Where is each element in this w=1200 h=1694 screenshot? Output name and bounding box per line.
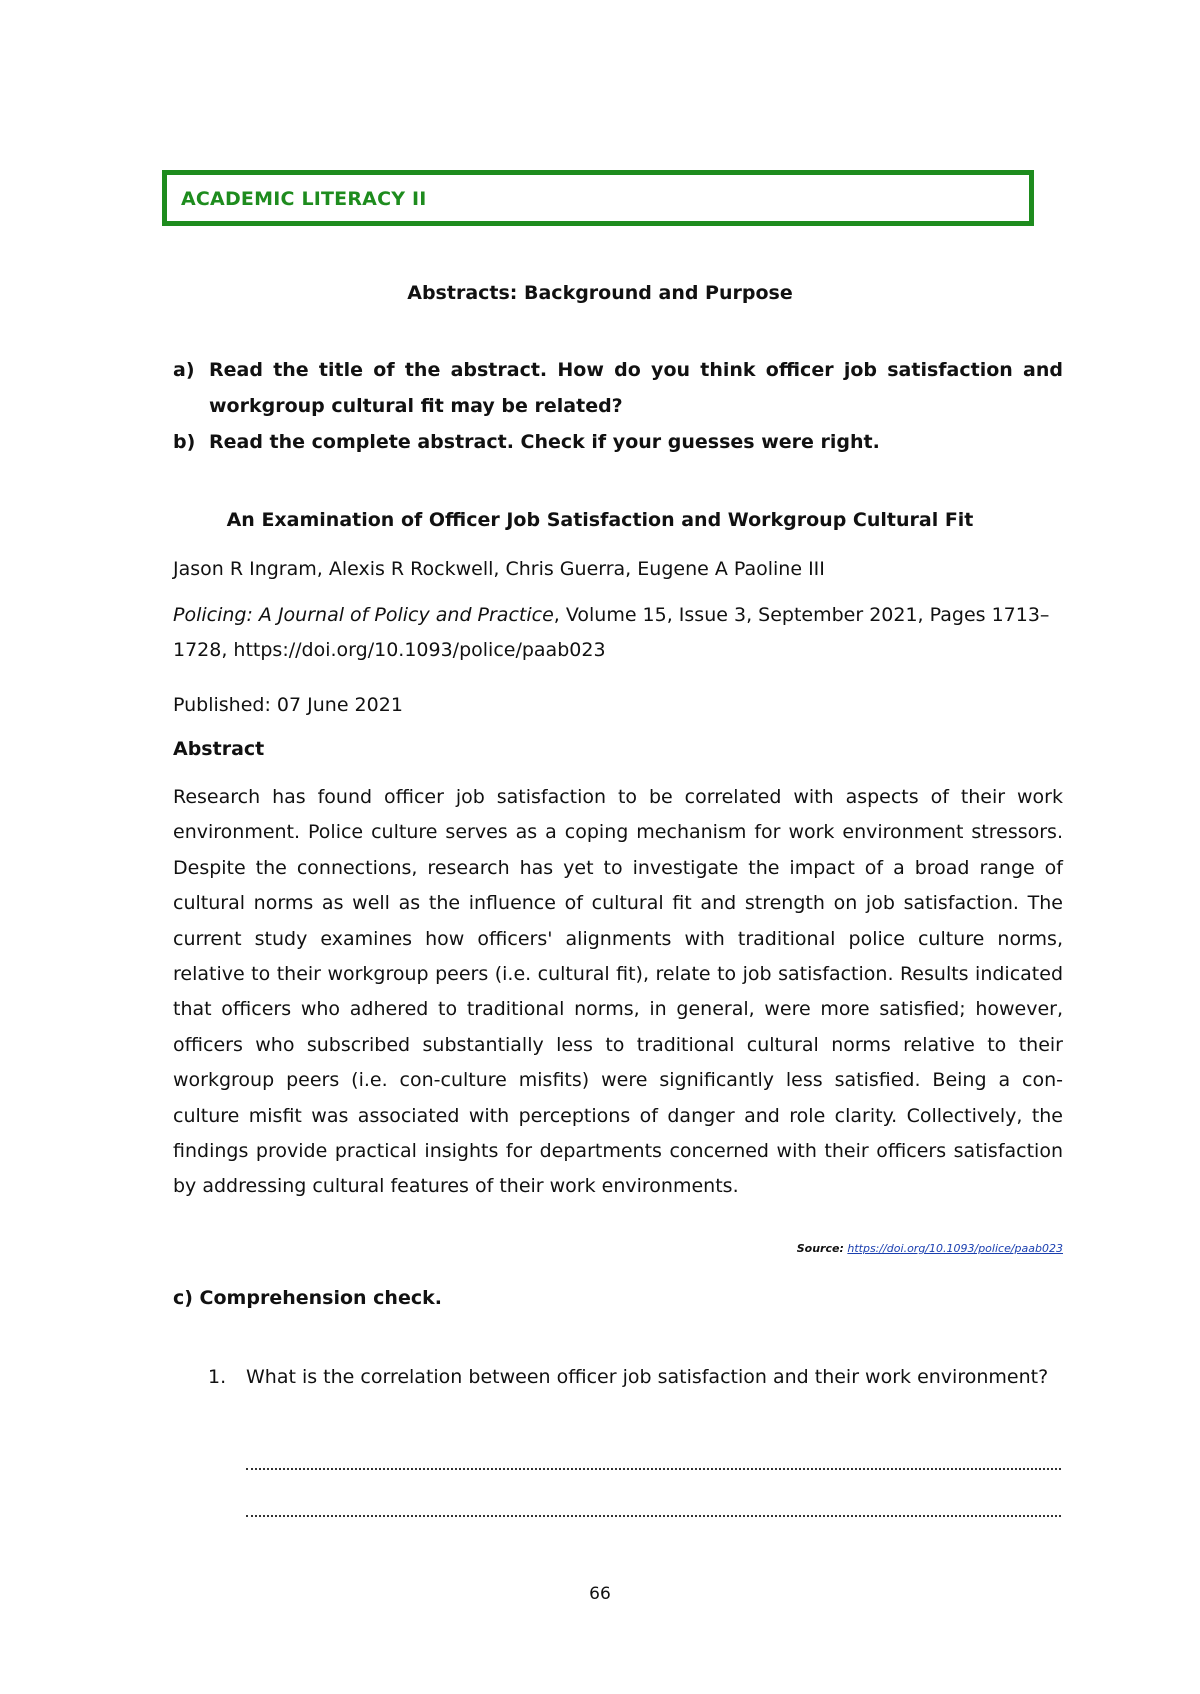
instruction-text: Read the complete abstract. Check if your guesses were right.: [209, 431, 880, 453]
source-line: [797, 1242, 1063, 1255]
article-authors: Jason R Ingram, Alexis R Rockwell, Chris Guerra, Eugene A Paoline III: [173, 558, 825, 580]
source-link[interactable]: https://doi.org/10.1093/police/paab023: [847, 1242, 1063, 1255]
instruction-marker: b): [173, 431, 196, 453]
article-title: An Examination of Officer Job Satisfaction and Workgroup Cultural Fit: [226, 509, 974, 531]
header-box: [162, 170, 1034, 226]
instruction-b: [173, 424, 1063, 460]
citation-details: , Volume 15, Issue 3, September 2021, Pages 1713–1728, https://doi.org/10.1093/police/paab023: [173, 604, 1050, 661]
comprehension-heading: c) Comprehension check.: [173, 1287, 442, 1309]
abstract-heading: Abstract: [173, 738, 265, 760]
question-text: What is the correlation between officer job satisfaction and their work environment?: [246, 1366, 1049, 1388]
journal-name: Policing: A Journal of Policy and Practice: [173, 604, 554, 626]
section-title: Abstracts: Background and Purpose: [407, 282, 793, 304]
answer-line[interactable]: [246, 1515, 1061, 1517]
answer-line[interactable]: [246, 1468, 1061, 1470]
header-title: ACADEMIC LITERACY II: [181, 188, 427, 210]
page-number: 66: [589, 1584, 611, 1604]
instruction-text: Read the title of the abstract. How do you think officer job satisfaction and workgroup cultural fit may be related?: [209, 359, 1063, 417]
instruction-marker: a): [173, 359, 195, 381]
question-number: 1.: [208, 1366, 227, 1388]
instruction-a: [173, 352, 1063, 424]
source-label: Source:: [796, 1242, 844, 1255]
published-date: Published: 07 June 2021: [173, 694, 403, 716]
question-item: [208, 1355, 1063, 1399]
abstract-text: Research has found officer job satisfaction to be correlated with aspects of their work environment. Police culture serves as a coping mechanism for work environment stressors. Despite the connections, research has yet to investigate the impact of a broad range of cultural norms as well as the influence of cultural fit and strength on job satisfaction. The current study examines how officers' alignments with traditional police culture norms, relative to their workgroup peers (i.e. cultural fit), relate to job satisfaction. Results indicated that officers who adhered to traditional norms, in general, were more satisfied; however, officers who subscribed substantially less to traditional cultural norms relative to their workgroup peers (i.e. con-culture misfits) were significantly less satisfied. Being a con-culture misfit was associated with perceptions of danger and role clarity. Collectively, the findings provide practical insights for departments concerned with their officers satisfaction by addressing cultural features of their work environments.: [173, 786, 1063, 1198]
article-citation: [173, 598, 1063, 668]
